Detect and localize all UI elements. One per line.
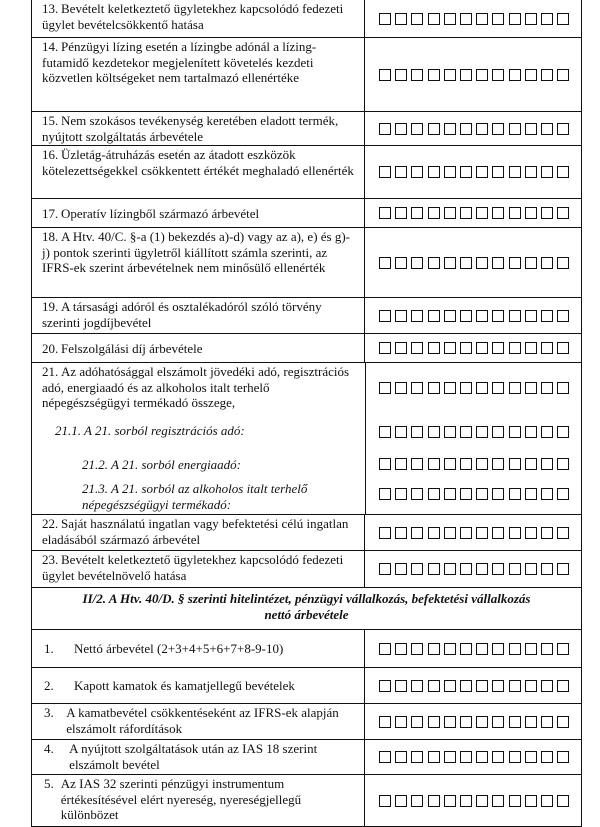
amount-digit-field[interactable] — [365, 551, 581, 587]
digit-box[interactable] — [411, 795, 423, 807]
digit-box[interactable] — [525, 123, 537, 135]
digit-box[interactable] — [509, 527, 521, 539]
digit-box[interactable] — [444, 751, 456, 763]
digit-box[interactable] — [525, 488, 537, 500]
digit-box[interactable] — [428, 69, 440, 81]
digit-box[interactable] — [379, 527, 391, 539]
row-label: 3. A kamatbevétel csökkentéseként az IFRS-ek alapján elszámolt ráfordítások — [32, 704, 365, 739]
digit-box[interactable] — [541, 488, 553, 500]
row-label: 15. Nem szokásos tevékenység keretében eladott termék, nyújtott szolgáltatás árbevétele — [32, 112, 365, 145]
digit-box[interactable] — [460, 751, 472, 763]
digit-box[interactable] — [557, 458, 569, 470]
digit-box[interactable] — [379, 751, 391, 763]
digit-box[interactable] — [460, 382, 472, 394]
digit-box[interactable] — [411, 751, 423, 763]
digit-box[interactable] — [428, 751, 440, 763]
digit-box[interactable] — [395, 795, 407, 807]
digit-box[interactable] — [460, 13, 472, 25]
form-row-b2 — [32, 668, 581, 704]
digit-box[interactable] — [541, 13, 553, 25]
digit-box[interactable] — [395, 342, 407, 354]
digit-box[interactable] — [460, 716, 472, 728]
digit-box[interactable] — [557, 795, 569, 807]
digit-box[interactable] — [541, 123, 553, 135]
digit-box[interactable] — [557, 123, 569, 135]
digit-box[interactable] — [411, 166, 423, 178]
digit-box[interactable] — [557, 488, 569, 500]
digit-box[interactable] — [476, 257, 488, 269]
digit-box[interactable] — [411, 342, 423, 354]
digit-box[interactable] — [460, 69, 472, 81]
digit-box[interactable] — [411, 13, 423, 25]
digit-box[interactable] — [492, 426, 504, 438]
digit-box[interactable] — [428, 426, 440, 438]
form-row-16 — [32, 146, 581, 199]
digit-box[interactable] — [428, 257, 440, 269]
form-row-21-block — [32, 363, 581, 515]
digit-box[interactable] — [509, 123, 521, 135]
digit-box[interactable] — [525, 69, 537, 81]
digit-box[interactable] — [379, 426, 391, 438]
amount-digit-field[interactable] — [365, 228, 581, 297]
digit-box[interactable] — [428, 207, 440, 219]
digit-box[interactable] — [428, 458, 440, 470]
digit-box[interactable] — [476, 563, 488, 575]
digit-box[interactable] — [428, 382, 440, 394]
digit-box[interactable] — [379, 680, 391, 692]
digit-box[interactable] — [411, 527, 423, 539]
section-heading-line-1: II/2. A Htv. 40/D. § szerinti hitelintézet, pénzügyi vállalkozás, befektetési vállalkozás — [82, 591, 531, 606]
digit-box[interactable] — [444, 643, 456, 655]
row-label: 16. Üzletág-átruházás esetén az átadott eszközök kötelezettségekkel csökkentett értékét meghaladó ellenérték — [32, 146, 365, 198]
digit-box[interactable] — [428, 563, 440, 575]
digit-box[interactable] — [428, 527, 440, 539]
digit-box[interactable] — [492, 488, 504, 500]
row-label: 21. Az adóhatósággal elszámolt jövedéki adó, regisztrációs adó, energiaadó és az alkoholos italt terhelő népegészségügyi termékadó összege, — [42, 364, 350, 410]
digit-box[interactable] — [460, 488, 472, 500]
digit-box[interactable] — [379, 13, 391, 25]
digit-box[interactable] — [411, 458, 423, 470]
digit-box[interactable] — [525, 458, 537, 470]
digit-box[interactable] — [460, 166, 472, 178]
digit-box[interactable] — [411, 680, 423, 692]
form-row-14 — [32, 38, 581, 112]
digit-box[interactable] — [509, 207, 521, 219]
digit-box[interactable] — [492, 527, 504, 539]
form-row-20 — [32, 334, 581, 363]
digit-box[interactable] — [395, 257, 407, 269]
digit-box[interactable] — [444, 257, 456, 269]
amount-digit-field[interactable] — [365, 199, 581, 227]
digit-box[interactable] — [411, 207, 423, 219]
digit-box[interactable] — [509, 382, 521, 394]
digit-box[interactable] — [492, 257, 504, 269]
row-label: 1. Nettó árbevétel (2+3+4+5+6+7+8-9-10) — [32, 630, 365, 667]
digit-box[interactable] — [557, 310, 569, 322]
digit-box[interactable] — [541, 382, 553, 394]
digit-box[interactable] — [411, 257, 423, 269]
digit-box[interactable] — [460, 123, 472, 135]
row-label: 13. Bevételt keletkeztető ügyletekhez kapcsolódó fedezeti ügylet bevételcsökkentő hatása — [32, 0, 365, 37]
amount-digit-field[interactable] — [365, 363, 581, 413]
digit-box[interactable] — [541, 207, 553, 219]
digit-box[interactable] — [525, 527, 537, 539]
digit-box[interactable] — [557, 382, 569, 394]
digit-box[interactable] — [476, 207, 488, 219]
digit-box[interactable] — [541, 426, 553, 438]
digit-box[interactable] — [541, 716, 553, 728]
digit-box[interactable] — [525, 13, 537, 25]
digit-box[interactable] — [411, 69, 423, 81]
digit-box[interactable] — [509, 310, 521, 322]
digit-box[interactable] — [460, 795, 472, 807]
digit-box[interactable] — [379, 716, 391, 728]
row-label: 20. Felszolgálási díj árbevétele — [32, 334, 365, 362]
digit-box[interactable] — [444, 458, 456, 470]
digit-box[interactable] — [557, 643, 569, 655]
digit-box[interactable] — [509, 166, 521, 178]
digit-box[interactable] — [541, 69, 553, 81]
digit-box[interactable] — [379, 310, 391, 322]
digit-box[interactable] — [509, 488, 521, 500]
row-label: 23. Bevételt keletkeztető ügyletekhez kapcsolódó fedezeti ügylet bevételnövelő hatása — [32, 551, 365, 587]
digit-box[interactable] — [492, 716, 504, 728]
row-label: 5. Az IAS 32 szerinti pénzügyi instrumentum értékesítésével elért nyereség, nyereségjellegű különbözet — [32, 775, 365, 826]
digit-box[interactable] — [444, 342, 456, 354]
digit-box[interactable] — [492, 207, 504, 219]
sub-row-label-21-2: 21.2. A 21. sorból energiaadó: — [82, 457, 242, 472]
digit-box[interactable] — [557, 716, 569, 728]
digit-box[interactable] — [444, 426, 456, 438]
digit-box[interactable] — [428, 310, 440, 322]
section-heading-line-2: nettó árbevétele — [264, 607, 349, 622]
digit-box[interactable] — [525, 426, 537, 438]
digit-box[interactable] — [557, 166, 569, 178]
digit-box[interactable] — [525, 207, 537, 219]
amount-digit-field[interactable] — [365, 630, 581, 667]
form-row-18 — [32, 228, 581, 298]
digit-box[interactable] — [411, 123, 423, 135]
digit-box[interactable] — [395, 310, 407, 322]
digit-box[interactable] — [428, 123, 440, 135]
digit-box[interactable] — [557, 426, 569, 438]
digit-box[interactable] — [525, 382, 537, 394]
digit-box[interactable] — [411, 643, 423, 655]
digit-box[interactable] — [395, 207, 407, 219]
digit-box[interactable] — [460, 426, 472, 438]
digit-box[interactable] — [525, 563, 537, 575]
digit-box[interactable] — [476, 458, 488, 470]
form-row-b4 — [32, 740, 581, 775]
digit-box[interactable] — [428, 342, 440, 354]
digit-box[interactable] — [509, 563, 521, 575]
form-row-17 — [32, 199, 581, 228]
digit-box[interactable] — [525, 716, 537, 728]
form-row-b3 — [32, 704, 581, 740]
amount-digit-field[interactable] — [365, 298, 581, 333]
digit-box[interactable] — [411, 426, 423, 438]
digit-box[interactable] — [476, 488, 488, 500]
digit-box[interactable] — [379, 795, 391, 807]
digit-box[interactable] — [525, 680, 537, 692]
row-label: 17. Operatív lízingből származó árbevétel — [32, 199, 365, 227]
digit-box[interactable] — [395, 458, 407, 470]
sub-row-label-21-3: 21.3. A 21. sorból az alkoholos italt terhelő népegészségügyi termékadó: — [82, 481, 308, 512]
digit-box[interactable] — [492, 751, 504, 763]
digit-box[interactable] — [509, 716, 521, 728]
digit-box[interactable] — [395, 643, 407, 655]
digit-box[interactable] — [395, 527, 407, 539]
digit-box[interactable] — [444, 382, 456, 394]
digit-box[interactable] — [492, 13, 504, 25]
digit-box[interactable] — [492, 643, 504, 655]
row-label: 14. Pénzügyi lízing esetén a lízingbe adónál a lízing-futamidő kezdetekor megjelenített követelés kezdeti közvetlen költségeket nem tartalmazó ellenértéke — [32, 38, 365, 111]
digit-box[interactable] — [476, 69, 488, 81]
digit-box[interactable] — [541, 527, 553, 539]
digit-box[interactable] — [444, 13, 456, 25]
digit-box[interactable] — [411, 563, 423, 575]
digit-box[interactable] — [460, 643, 472, 655]
digit-box[interactable] — [509, 342, 521, 354]
digit-box[interactable] — [428, 680, 440, 692]
form-row-b1 — [32, 630, 581, 668]
digit-box[interactable] — [509, 751, 521, 763]
row-label: 19. A társasági adóról és osztalékadóról szóló törvény szerinti jogdíjbevétel — [32, 298, 365, 333]
form-row-22 — [32, 515, 581, 551]
form-row-b5 — [32, 775, 581, 827]
digit-box[interactable] — [492, 563, 504, 575]
digit-box[interactable] — [444, 716, 456, 728]
digit-box[interactable] — [557, 257, 569, 269]
digit-box[interactable] — [395, 69, 407, 81]
digit-box[interactable] — [460, 563, 472, 575]
digit-box[interactable] — [444, 123, 456, 135]
digit-box[interactable] — [395, 123, 407, 135]
digit-box[interactable] — [541, 643, 553, 655]
digit-box[interactable] — [541, 310, 553, 322]
digit-box[interactable] — [492, 166, 504, 178]
digit-box[interactable] — [428, 795, 440, 807]
digit-box[interactable] — [460, 257, 472, 269]
digit-box[interactable] — [411, 310, 423, 322]
digit-box[interactable] — [541, 342, 553, 354]
digit-box[interactable] — [557, 751, 569, 763]
digit-box[interactable] — [411, 716, 423, 728]
digit-box[interactable] — [557, 13, 569, 25]
amount-digit-field[interactable] — [365, 483, 581, 505]
digit-box[interactable] — [460, 342, 472, 354]
digit-box[interactable] — [557, 680, 569, 692]
digit-box[interactable] — [379, 382, 391, 394]
sub-row-label-21-1: 21.1. A 21. sorból regisztrációs adó: — [55, 423, 245, 438]
digit-box[interactable] — [379, 563, 391, 575]
digit-box[interactable] — [395, 166, 407, 178]
digit-box[interactable] — [476, 166, 488, 178]
digit-box[interactable] — [525, 257, 537, 269]
digit-box[interactable] — [395, 751, 407, 763]
digit-box[interactable] — [460, 527, 472, 539]
digit-box[interactable] — [525, 643, 537, 655]
digit-box[interactable] — [411, 382, 423, 394]
form-row-19 — [32, 298, 581, 334]
digit-box[interactable] — [379, 207, 391, 219]
digit-box[interactable] — [395, 426, 407, 438]
digit-box[interactable] — [509, 426, 521, 438]
digit-box[interactable] — [379, 488, 391, 500]
row-label: 18. A Htv. 40/C. §-a (1) bekezdés a)-d) vagy az a), e) és g)-j) pontok szerinti ügyletről kiállított számla szerinti, az IFRS-ek szerint árbevételnek nem minősülő ellenérték — [32, 228, 365, 297]
digit-box[interactable] — [476, 123, 488, 135]
amount-digit-field[interactable] — [365, 740, 581, 774]
digit-box[interactable] — [557, 69, 569, 81]
digit-box[interactable] — [476, 426, 488, 438]
digit-box[interactable] — [525, 795, 537, 807]
digit-box[interactable] — [395, 13, 407, 25]
amount-digit-field[interactable] — [365, 452, 581, 476]
digit-box[interactable] — [509, 795, 521, 807]
digit-box[interactable] — [444, 680, 456, 692]
amount-digit-field[interactable] — [365, 0, 581, 37]
digit-box[interactable] — [492, 458, 504, 470]
digit-box[interactable] — [476, 716, 488, 728]
digit-box[interactable] — [444, 488, 456, 500]
digit-box[interactable] — [476, 342, 488, 354]
digit-box[interactable] — [460, 680, 472, 692]
digit-box[interactable] — [476, 751, 488, 763]
digit-box[interactable] — [379, 458, 391, 470]
amount-digit-field[interactable] — [365, 146, 581, 198]
digit-box[interactable] — [541, 751, 553, 763]
digit-box[interactable] — [492, 680, 504, 692]
digit-box[interactable] — [476, 795, 488, 807]
digit-box[interactable] — [428, 488, 440, 500]
form-row-23 — [32, 551, 581, 588]
digit-box[interactable] — [557, 342, 569, 354]
digit-box[interactable] — [395, 680, 407, 692]
digit-box[interactable] — [541, 680, 553, 692]
digit-box[interactable] — [509, 458, 521, 470]
digit-box[interactable] — [492, 342, 504, 354]
digit-box[interactable] — [444, 527, 456, 539]
row-label: 2. Kapott kamatok és kamatjellegű bevételek — [32, 668, 365, 703]
digit-box[interactable] — [557, 563, 569, 575]
digit-box[interactable] — [557, 207, 569, 219]
form-row-15 — [32, 112, 581, 146]
digit-box[interactable] — [525, 751, 537, 763]
digit-box[interactable] — [444, 166, 456, 178]
digit-box[interactable] — [476, 680, 488, 692]
amount-digit-field[interactable] — [365, 704, 581, 739]
digit-box[interactable] — [444, 795, 456, 807]
digit-box[interactable] — [492, 123, 504, 135]
digit-box[interactable] — [428, 166, 440, 178]
digit-box[interactable] — [509, 643, 521, 655]
digit-box[interactable] — [444, 563, 456, 575]
digit-box[interactable] — [444, 207, 456, 219]
row-label: 22. Saját használatú ingatlan vagy befektetési célú ingatlan eladásából származó árbevétel — [32, 515, 365, 550]
amount-digit-field[interactable] — [365, 334, 581, 362]
amount-digit-field[interactable] — [365, 419, 581, 445]
digit-box[interactable] — [395, 563, 407, 575]
digit-box[interactable] — [379, 257, 391, 269]
digit-box[interactable] — [541, 166, 553, 178]
amount-digit-field[interactable] — [365, 38, 581, 111]
digit-box[interactable] — [525, 310, 537, 322]
digit-box[interactable] — [444, 69, 456, 81]
digit-box[interactable] — [379, 342, 391, 354]
digit-box[interactable] — [476, 527, 488, 539]
digit-box[interactable] — [428, 716, 440, 728]
digit-box[interactable] — [541, 795, 553, 807]
digit-box[interactable] — [476, 382, 488, 394]
digit-box[interactable] — [476, 13, 488, 25]
digit-box[interactable] — [395, 382, 407, 394]
digit-box[interactable] — [509, 257, 521, 269]
digit-box[interactable] — [492, 795, 504, 807]
digit-box[interactable] — [541, 458, 553, 470]
digit-box[interactable] — [460, 207, 472, 219]
digit-box[interactable] — [379, 643, 391, 655]
digit-box[interactable] — [492, 382, 504, 394]
digit-box[interactable] — [395, 488, 407, 500]
form-row-13 — [32, 0, 581, 38]
digit-box[interactable] — [541, 563, 553, 575]
digit-box[interactable] — [492, 69, 504, 81]
digit-box[interactable] — [395, 716, 407, 728]
amount-digit-field[interactable] — [365, 775, 581, 826]
digit-box[interactable] — [428, 643, 440, 655]
digit-box[interactable] — [557, 527, 569, 539]
digit-box[interactable] — [476, 643, 488, 655]
digit-box[interactable] — [525, 166, 537, 178]
digit-box[interactable] — [411, 488, 423, 500]
section-heading — [32, 588, 581, 630]
digit-box[interactable] — [492, 310, 504, 322]
digit-box[interactable] — [444, 310, 456, 322]
tax-form-table — [31, 0, 582, 827]
digit-box[interactable] — [509, 13, 521, 25]
amount-digit-field[interactable] — [365, 515, 581, 550]
row-label: 4. A nyújtott szolgáltatások után az IAS 18 szerint elszámolt bevétel — [32, 740, 365, 774]
digit-box[interactable] — [379, 166, 391, 178]
amount-digit-field[interactable] — [365, 668, 581, 703]
digit-box[interactable] — [428, 13, 440, 25]
digit-box[interactable] — [509, 69, 521, 81]
digit-box[interactable] — [379, 123, 391, 135]
digit-box[interactable] — [476, 310, 488, 322]
amount-digit-field[interactable] — [365, 112, 581, 145]
digit-box[interactable] — [379, 69, 391, 81]
digit-box[interactable] — [509, 680, 521, 692]
digit-box[interactable] — [460, 310, 472, 322]
digit-box[interactable] — [525, 342, 537, 354]
digit-box[interactable] — [460, 458, 472, 470]
digit-box[interactable] — [541, 257, 553, 269]
